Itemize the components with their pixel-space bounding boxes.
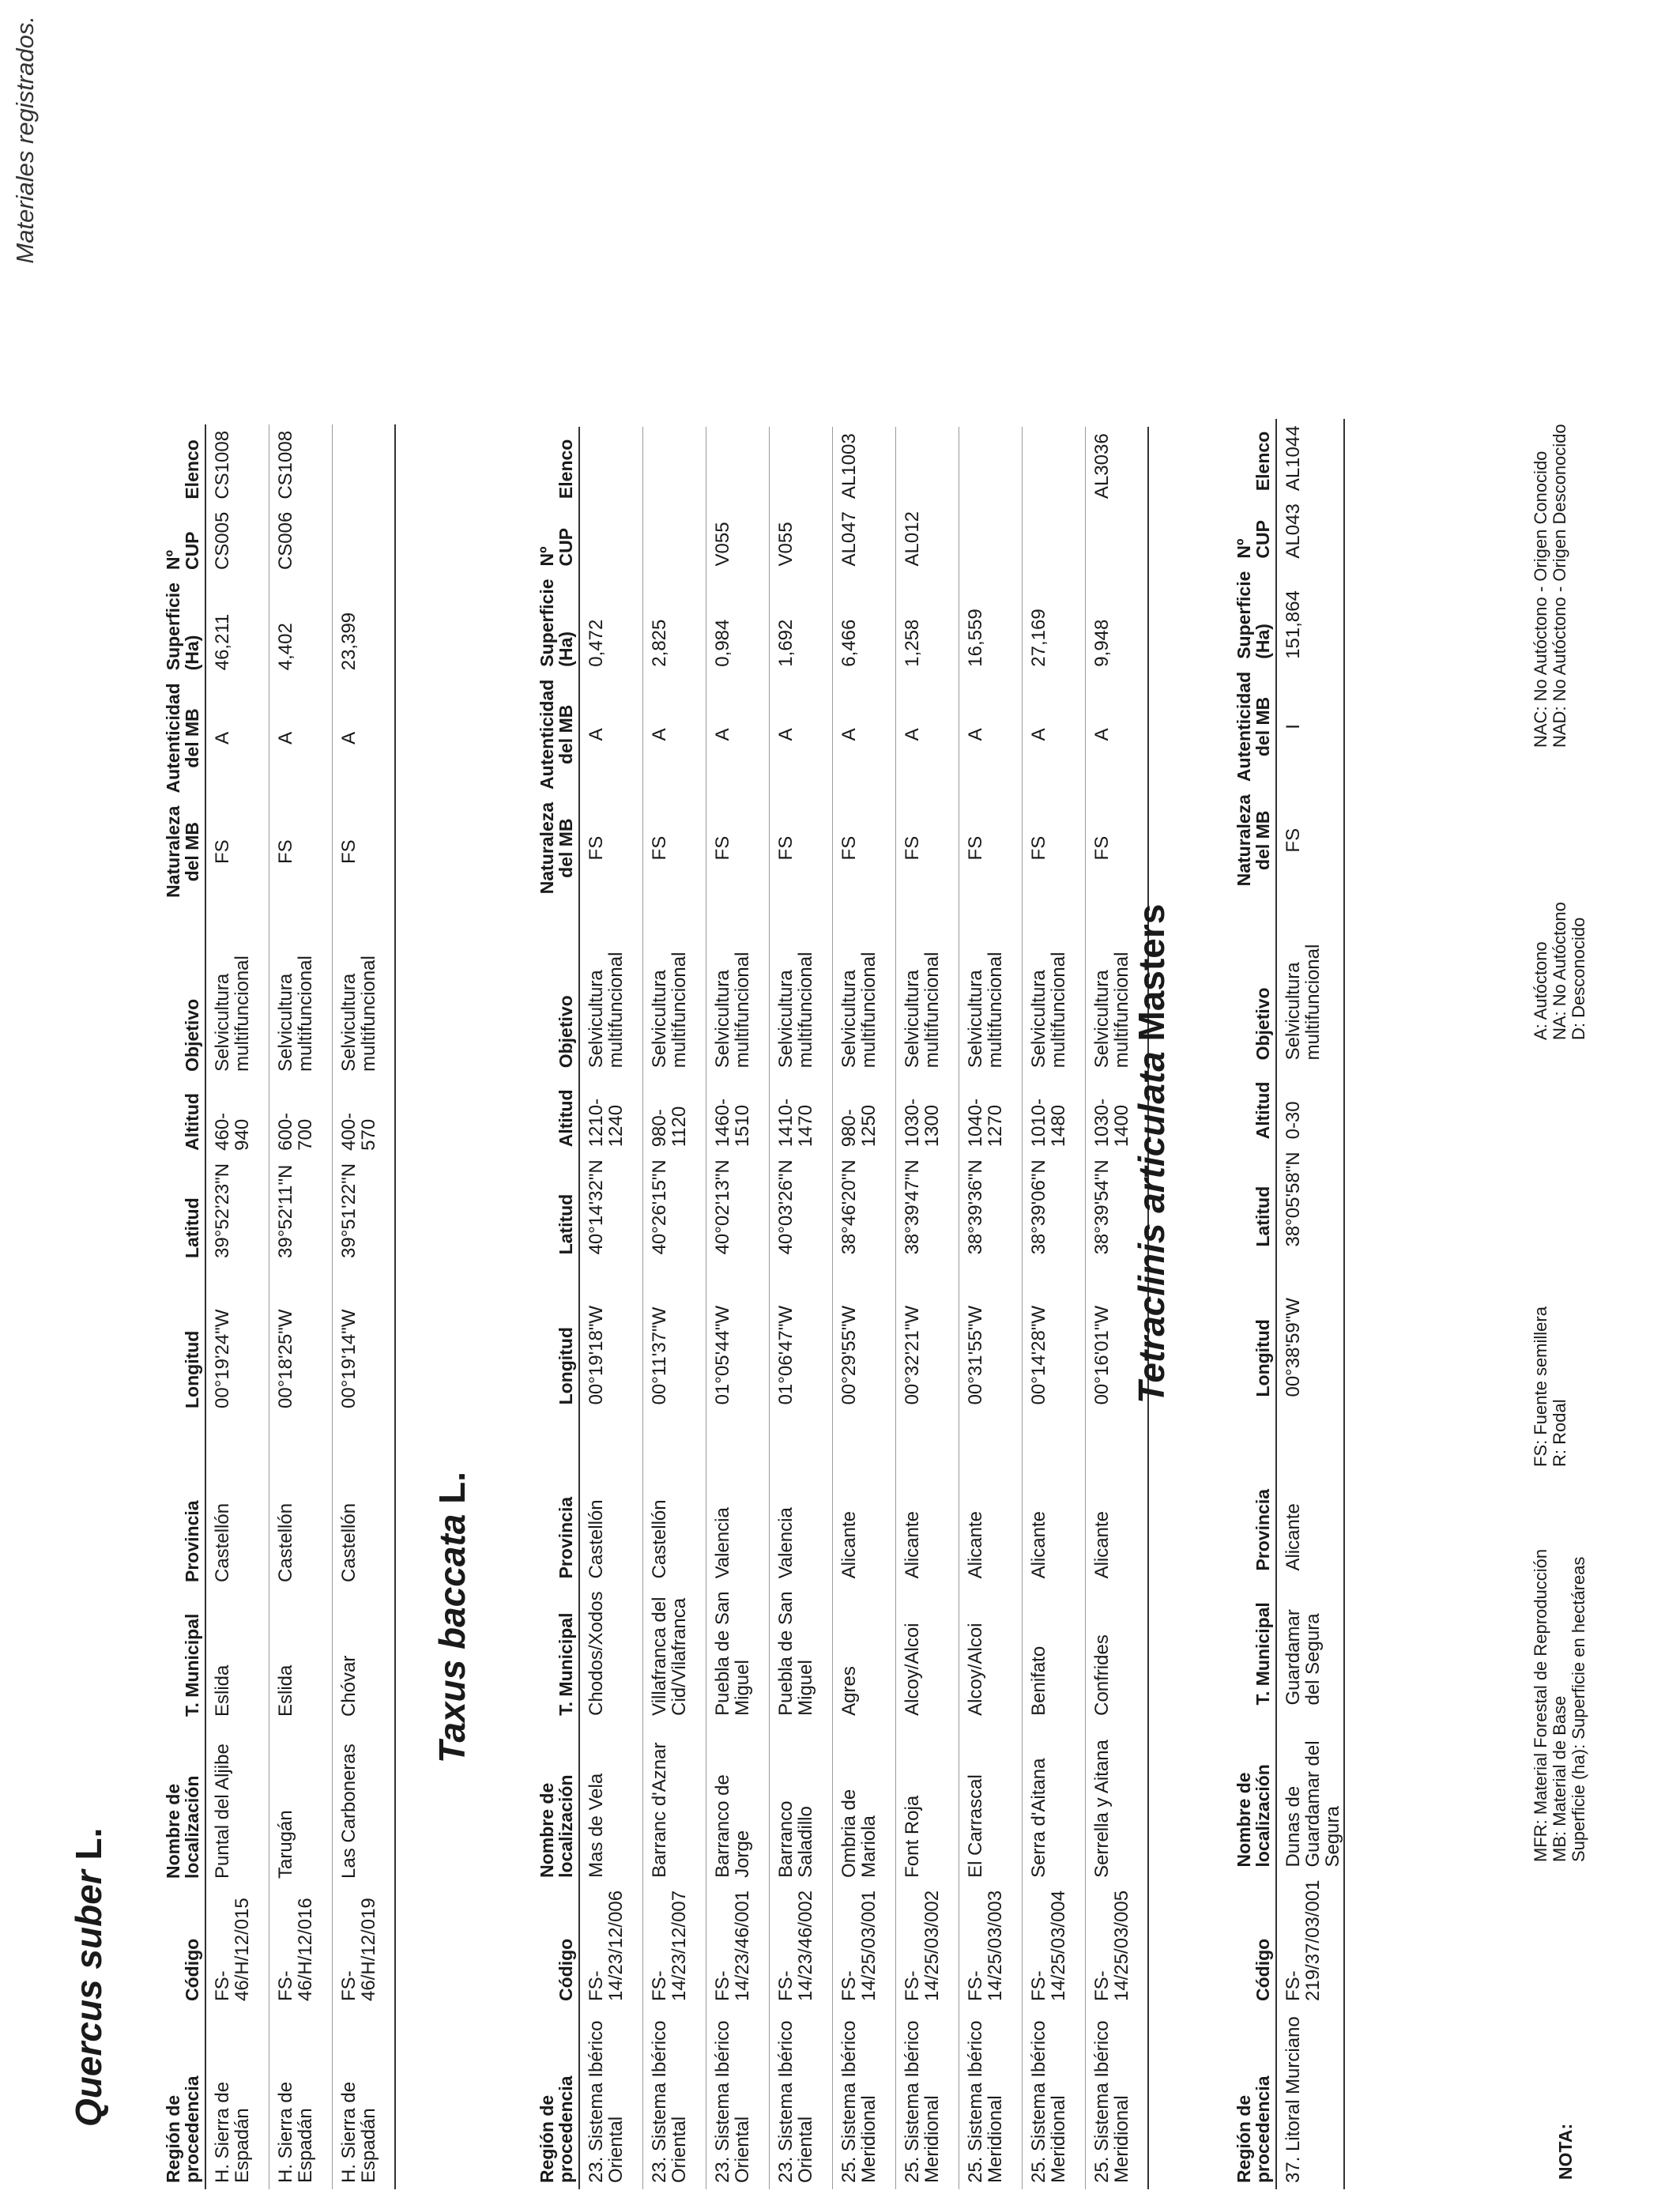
cell-altitud: 1040-1270 [959,1074,1022,1153]
cell-autenticidad: A [332,677,395,799]
cell-provincia: Alicante [832,1411,895,1585]
cell-objetivo: Selvicultura multifuncional [959,900,1022,1074]
cell-cup [1022,505,1085,572]
cell-nombre: Puntal del Aljibe [205,1723,269,1885]
cell-provincia: Alicante [895,1411,959,1585]
cell-cup [1085,505,1148,572]
cell-provincia: Castellón [205,1415,269,1589]
column-header-autenticidad: Autenticidad del MB [484,673,579,796]
note-line: D: Desconocido [1569,917,1589,1040]
cell-codigo: FS-14/23/46/002 [769,1884,832,2007]
column-header-cup: Nº CUP [484,505,579,572]
table-row [579,427,642,2189]
column-header-latitud: Latitud [1181,1145,1276,1253]
cell-elenco [706,427,769,505]
cell-nombre: El Carrascal [959,1722,1022,1884]
cell-region: H. Sierra de Espadán [269,2007,332,2189]
cell-superficie: 1,258 [895,572,959,673]
column-header-longitud: Longitud [484,1261,579,1411]
cell-codigo: FS-14/25/03/005 [1085,1884,1148,2007]
cell-superficie: 6,466 [832,572,895,673]
column-header-autenticidad: Autenticidad del MB [119,677,205,799]
table-row [332,424,395,2189]
cell-region: 25. Sistema Ibérico Meridional [959,2007,1022,2189]
cell-altitud: 1030-1300 [895,1074,959,1153]
cell-autenticidad: A [1085,673,1148,796]
cell-longitud: 00°11'37"W [642,1261,706,1411]
cell-cup [642,505,706,572]
cell-longitud: 00°19'14"W [332,1265,395,1415]
column-header-provincia: Provincia [484,1411,579,1585]
cell-autenticidad: A [895,673,959,796]
cell-municipal: Puebla de San Miguel [706,1585,769,1721]
column-header-naturaleza: Naturaleza del MB [484,796,579,900]
cell-naturaleza: FS [895,796,959,900]
column-header-codigo: Código [119,1885,205,2007]
table-row [895,427,959,2189]
column-header-elenco: Elenco [484,427,579,505]
cell-elenco: CS1008 [269,424,332,506]
column-header-elenco: Elenco [119,424,205,506]
cell-codigo: FS-14/23/12/006 [579,1884,642,2007]
column-header-longitud: Longitud [1181,1253,1276,1404]
cell-autenticidad: A [1022,673,1085,796]
cell-cup [579,505,642,572]
cell-codigo: FS-46/H/12/016 [269,1885,332,2007]
cell-cup: V055 [706,505,769,572]
notes-column-1 [1531,1549,1589,1862]
cell-elenco [895,427,959,505]
cell-latitud: 40°26'15"N [642,1153,706,1261]
cell-elenco [769,427,832,505]
cell-latitud: 38°39'36"N [959,1153,1022,1261]
notes-column-3 [1531,902,1589,1040]
cell-superficie: 9,948 [1085,572,1148,673]
cell-naturaleza: FS [579,796,642,900]
cell-cup: AL012 [895,505,959,572]
cell-municipal: Puebla de San Miguel [769,1585,832,1721]
cell-longitud: 00°19'18"W [579,1261,642,1411]
cell-codigo: FS-14/23/46/001 [706,1884,769,2007]
cell-altitud: 460-940 [205,1078,269,1157]
column-header-naturaleza: Naturaleza del MB [1181,788,1276,892]
cell-codigo: FS-14/25/03/002 [895,1884,959,2007]
cell-objetivo: Selvicultura multifuncional [579,900,642,1074]
column-header-region: Región de procedencia [484,2007,579,2189]
cell-latitud: 39°52'11"N [269,1157,332,1265]
cell-provincia: Alicante [1022,1411,1085,1585]
cell-altitud: 1210-1240 [579,1074,642,1153]
cell-codigo: FS-46/H/12/015 [205,1885,269,2007]
cell-naturaleza: FS [1022,796,1085,900]
cell-provincia: Alicante [1276,1404,1344,1578]
cell-cup: CS006 [269,506,332,576]
column-header-altitud: Altitud [484,1074,579,1153]
cell-nombre: Dunas de Guardamar del Segura [1276,1712,1344,1874]
cell-provincia: Alicante [959,1411,1022,1585]
cell-naturaleza: FS [832,796,895,900]
column-header-nombre: Nombre de localización [119,1723,205,1885]
species-title-tetraclinis: Tetraclinis articulata Masters [1131,903,1172,1404]
cell-municipal: Chóvar [332,1589,395,1723]
column-header-nombre: Nombre de localización [484,1722,579,1884]
cell-municipal: Benifato [1022,1585,1085,1721]
cell-naturaleza: FS [1276,788,1344,892]
cell-elenco: CS1008 [205,424,269,506]
cell-longitud: 00°38'59"W [1276,1253,1344,1404]
column-header-provincia: Provincia [1181,1404,1276,1578]
cell-naturaleza: FS [205,800,269,904]
column-header-municipal: T. Municipal [484,1585,579,1721]
cell-naturaleza: FS [769,796,832,900]
column-header-provincia: Provincia [119,1415,205,1589]
cell-longitud: 00°31'55"W [959,1261,1022,1411]
cell-objetivo: Selvicultura multifuncional [269,904,332,1078]
cell-altitud: 980-1250 [832,1074,895,1153]
cell-objetivo: Selvicultura multifuncional [205,904,269,1078]
column-header-altitud: Altitud [1181,1066,1276,1145]
table-row [1022,427,1085,2189]
cell-region: 23. Sistema Ibérico Oriental [642,2007,706,2189]
cell-objetivo: Selvicultura multifuncional [895,900,959,1074]
header-note: Materiales registrados. [11,16,39,264]
cell-codigo: FS-219/37/03/001 [1276,1874,1344,2007]
cell-longitud: 01°06'47"W [769,1261,832,1411]
column-header-cup: Nº CUP [1181,497,1276,564]
cell-autenticidad: A [959,673,1022,796]
cell-municipal: Confrides [1085,1585,1148,1721]
species-title-taxus: Taxus baccata L. [431,1471,473,1763]
column-header-region: Región de procedencia [1181,2007,1276,2189]
note-line: NAC: No Autóctono - Origen Conocido [1531,450,1550,748]
cell-altitud: 600-700 [269,1078,332,1157]
cell-autenticidad: I [1276,665,1344,788]
cell-autenticidad: A [706,673,769,796]
column-header-autenticidad: Autenticidad del MB [1181,665,1276,788]
cell-elenco: AL1003 [832,427,895,505]
cell-codigo: FS-14/25/03/001 [832,1884,895,2007]
cell-naturaleza: FS [706,796,769,900]
cell-cup [332,506,395,576]
cell-objetivo: Selvicultura multifuncional [769,900,832,1074]
cell-latitud: 40°14'32"N [579,1153,642,1261]
cell-region: 25. Sistema Ibérico Meridional [832,2007,895,2189]
cell-superficie: 1,692 [769,572,832,673]
cell-provincia: Castellón [269,1415,332,1589]
column-header-superficie: Superficie (Ha) [484,572,579,673]
cell-cup: V055 [769,505,832,572]
cell-superficie: 0,984 [706,572,769,673]
cell-provincia: Castellón [332,1415,395,1589]
cell-elenco [1022,427,1085,505]
table-row [832,427,895,2189]
cell-longitud: 00°32'21"W [895,1261,959,1411]
cell-provincia: Alicante [1085,1411,1148,1585]
cell-municipal: Chodos/Xodos [579,1585,642,1721]
table-taxus-baccata [484,427,1149,2189]
species-title-quercus: Quercus suber L. [68,1827,109,2127]
cell-nombre: Barranc d'Aznar [642,1722,706,1884]
cell-objetivo: Selvicultura multifuncional [832,900,895,1074]
cell-longitud: 00°19'24"W [205,1265,269,1415]
cell-municipal: Guardamar del Segura [1276,1578,1344,1712]
cell-latitud: 38°05'58"N [1276,1145,1344,1253]
cell-region: 23. Sistema Ibérico Oriental [706,2007,769,2189]
column-header-region: Región de procedencia [119,2007,205,2189]
note-line: NA: No Autóctono [1550,902,1570,1040]
cell-autenticidad: A [769,673,832,796]
notes-column-4 [1531,424,1569,748]
cell-altitud: 1010-1480 [1022,1074,1085,1153]
cell-superficie: 4,402 [269,576,332,677]
cell-objetivo: Selvicultura multifuncional [642,900,706,1074]
cell-objetivo: Selvicultura multifuncional [1276,892,1344,1066]
cell-nombre: Font Roja [895,1722,959,1884]
table-row [205,424,269,2189]
cell-nombre: Serra d'Aitana [1022,1722,1085,1884]
cell-altitud: 1030-1400 [1085,1074,1148,1153]
cell-nombre: Barranco de Jorge [706,1722,769,1884]
column-header-codigo: Código [1181,1874,1276,2007]
cell-superficie: 151,864 [1276,565,1344,665]
column-header-superficie: Superficie (Ha) [119,576,205,677]
column-header-naturaleza: Naturaleza del MB [119,800,205,904]
cell-latitud: 38°46'20"N [832,1153,895,1261]
cell-longitud: 00°29'55"W [832,1261,895,1411]
cell-cup: CS005 [205,506,269,576]
cell-municipal: Eslida [269,1589,332,1723]
column-header-longitud: Longitud [119,1265,205,1415]
cell-objetivo: Selvicultura multifuncional [706,900,769,1074]
cell-provincia: Valencia [769,1411,832,1585]
cell-elenco [579,427,642,505]
table-tetraclinis-articulata [1181,419,1345,2189]
column-header-superficie: Superficie (Ha) [1181,565,1276,665]
table-row [269,424,332,2189]
cell-longitud: 01°05'44"W [706,1261,769,1411]
cell-naturaleza: FS [959,796,1022,900]
note-line: R: Rodal [1550,1399,1570,1467]
cell-region: 23. Sistema Ibérico Oriental [579,2007,642,2189]
cell-naturaleza: FS [1085,796,1148,900]
cell-latitud: 40°02'13"N [706,1153,769,1261]
column-header-latitud: Latitud [119,1157,205,1265]
note-line: MB: Material de Base [1550,1695,1570,1862]
cell-naturaleza: FS [332,800,395,904]
cell-latitud: 39°51'22"N [332,1157,395,1265]
cell-autenticidad: A [269,677,332,799]
column-header-objetivo: Objetivo [1181,892,1276,1066]
cell-cup: AL047 [832,505,895,572]
column-header-codigo: Código [484,1884,579,2007]
nota-label: NOTA: [1555,2123,1576,2180]
table-row [1276,419,1344,2189]
column-header-elenco: Elenco [1181,419,1276,497]
cell-nombre: Tarugán [269,1723,332,1885]
cell-nombre: Ombria de Mariola [832,1722,895,1884]
cell-cup: AL043 [1276,497,1344,564]
cell-municipal: Alcoy/Alcoi [895,1585,959,1721]
cell-autenticidad: A [205,677,269,799]
cell-latitud: 38°39'47"N [895,1153,959,1261]
cell-elenco: AL3036 [1085,427,1148,505]
cell-codigo: FS-14/23/12/007 [642,1884,706,2007]
column-header-nombre: Nombre de localización [1181,1712,1276,1874]
cell-region: 23. Sistema Ibérico Oriental [769,2007,832,2189]
note-line: FS: Fuente semillera [1531,1306,1550,1467]
cell-provincia: Castellón [579,1411,642,1585]
cell-altitud: 980-1120 [642,1074,706,1153]
cell-naturaleza: FS [642,796,706,900]
cell-elenco [959,427,1022,505]
cell-region: H. Sierra de Espadán [332,2007,395,2189]
column-header-municipal: T. Municipal [119,1589,205,1723]
cell-elenco [642,427,706,505]
table-quercus-suber [119,424,396,2189]
cell-superficie: 46,211 [205,576,269,677]
cell-longitud: 00°14'28"W [1022,1261,1085,1411]
cell-objetivo: Selvicultura multifuncional [332,904,395,1078]
column-header-objetivo: Objetivo [119,904,205,1078]
cell-superficie: 23,399 [332,576,395,677]
cell-latitud: 38°39'06"N [1022,1153,1085,1261]
note-line: NAD: No Autóctono - Origen Desconocido [1550,424,1570,748]
cell-objetivo: Selvicultura multifuncional [1085,900,1148,1074]
cell-superficie: 16,559 [959,572,1022,673]
cell-nombre: Las Carboneras [332,1723,395,1885]
column-header-objetivo: Objetivo [484,900,579,1074]
cell-municipal: Villafranca del Cid/Vilafranca [642,1585,706,1721]
notes-column-2 [1531,1306,1569,1467]
cell-elenco [332,424,395,506]
cell-municipal: Agres [832,1585,895,1721]
cell-region: 25. Sistema Ibérico Meridional [895,2007,959,2189]
cell-autenticidad: A [579,673,642,796]
column-header-municipal: T. Municipal [1181,1578,1276,1712]
cell-autenticidad: A [642,673,706,796]
cell-region: H. Sierra de Espadán [205,2007,269,2189]
note-line: MFR: Material Forestal de Reproducción [1531,1548,1550,1862]
table-row [642,427,706,2189]
column-header-latitud: Latitud [484,1153,579,1261]
cell-longitud: 00°18'25"W [269,1265,332,1415]
cell-latitud: 40°03'26"N [769,1153,832,1261]
cell-superficie: 27,169 [1022,572,1085,673]
cell-altitud: 1460-1510 [706,1074,769,1153]
cell-naturaleza: FS [269,800,332,904]
cell-codigo: FS-14/25/03/004 [1022,1884,1085,2007]
cell-municipal: Alcoy/Alcoi [959,1585,1022,1721]
cell-latitud: 38°39'54"N [1085,1153,1148,1261]
cell-nombre: Serrella y Aitana [1085,1722,1148,1884]
cell-codigo: FS-14/25/03/003 [959,1884,1022,2007]
cell-provincia: Castellón [642,1411,706,1585]
cell-altitud: 1410-1470 [769,1074,832,1153]
column-header-altitud: Altitud [119,1078,205,1157]
cell-autenticidad: A [832,673,895,796]
cell-longitud: 00°16'01"W [1085,1261,1148,1411]
cell-cup [959,505,1022,572]
cell-region: 37. Litoral Murciano [1276,2007,1344,2189]
cell-latitud: 39°52'23"N [205,1157,269,1265]
cell-altitud: 0-30 [1276,1066,1344,1145]
cell-region: 25. Sistema Ibérico Meridional [1085,2007,1148,2189]
cell-elenco: AL1044 [1276,419,1344,497]
cell-nombre: Mas de Vela [579,1722,642,1884]
table-row [706,427,769,2189]
cell-codigo: FS-46/H/12/019 [332,1885,395,2007]
cell-superficie: 0,472 [579,572,642,673]
cell-superficie: 2,825 [642,572,706,673]
note-line: Superficie (ha): Superficie en hectáreas [1569,1556,1589,1862]
cell-nombre: Barranco Saladillo [769,1722,832,1884]
cell-region: 25. Sistema Ibérico Meridional [1022,2007,1085,2189]
cell-municipal: Eslida [205,1589,269,1723]
table-row [959,427,1022,2189]
column-header-cup: Nº CUP [119,506,205,576]
note-line: A: Autóctono [1531,941,1550,1040]
cell-objetivo: Selvicultura multifuncional [1022,900,1085,1074]
cell-altitud: 400-570 [332,1078,395,1157]
table-row [769,427,832,2189]
cell-provincia: Valencia [706,1411,769,1585]
